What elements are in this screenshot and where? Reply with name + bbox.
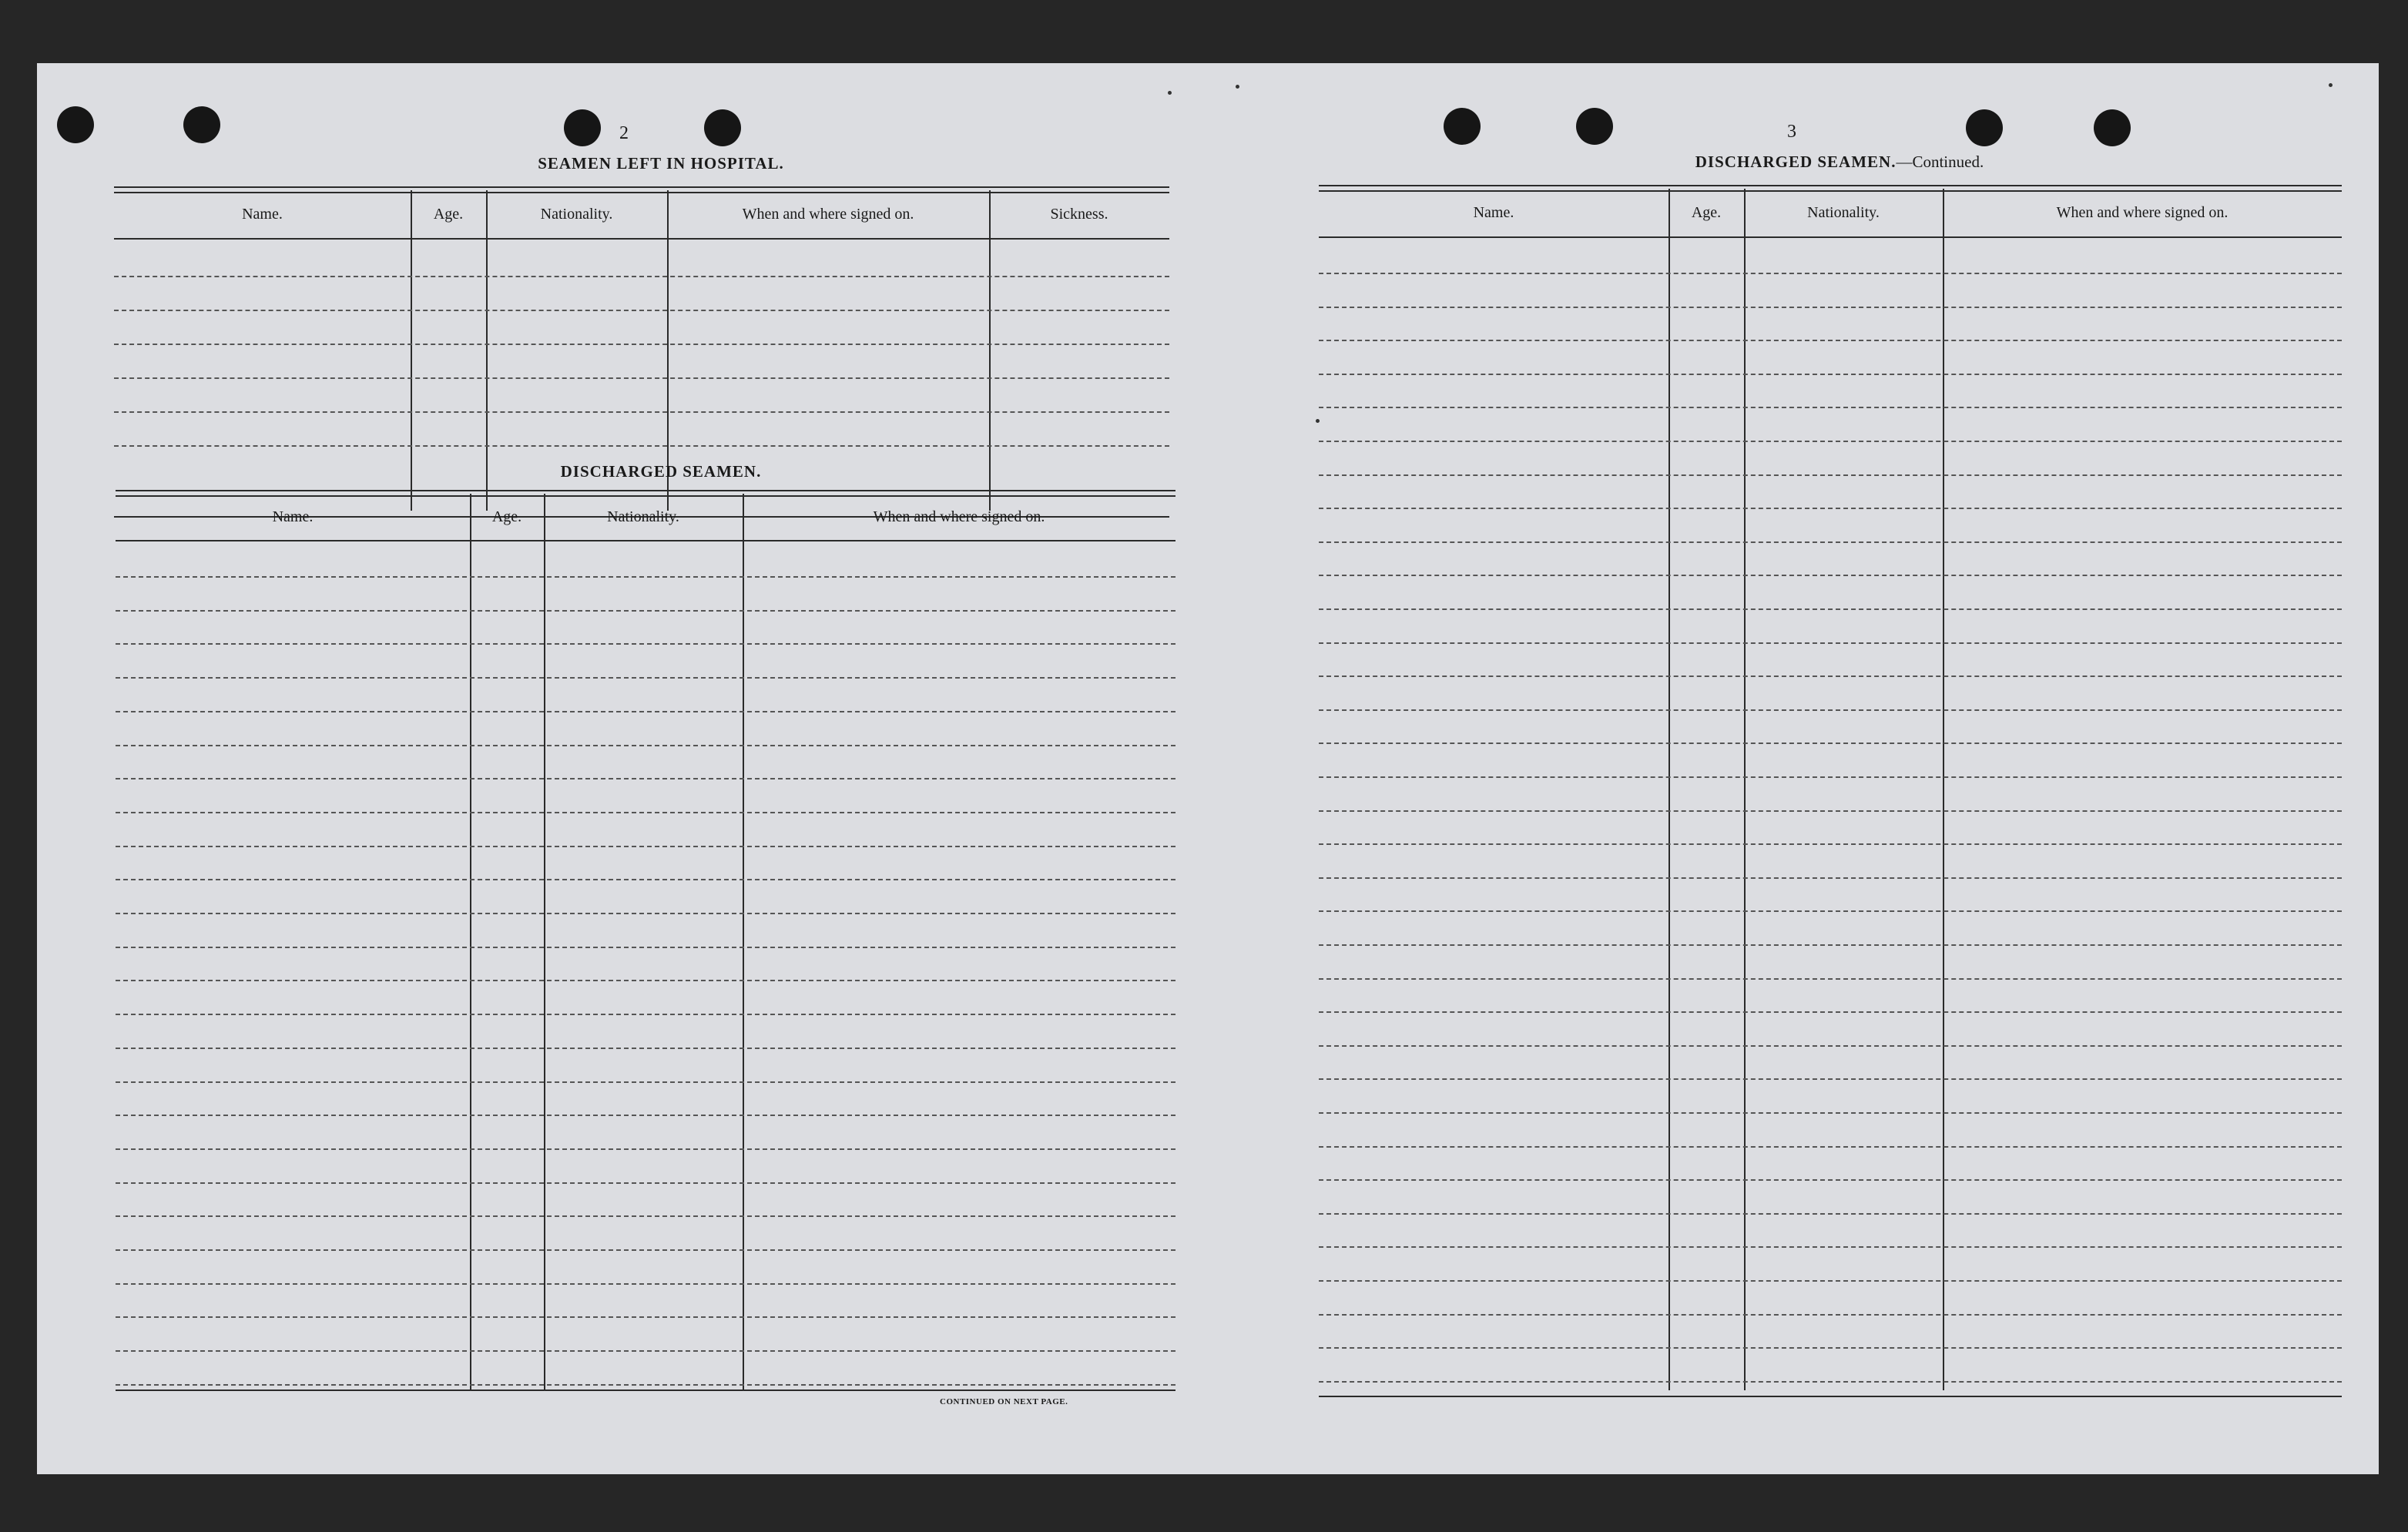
discharged-table	[116, 490, 1175, 1391]
column-header-nationality: Nationality.	[607, 508, 679, 525]
ledger-row-line	[1319, 877, 2342, 879]
ledger-row-line	[116, 1316, 1175, 1318]
hospital-section-title: SEAMEN LEFT IN HOSPITAL.	[538, 154, 784, 173]
ledger-row-line	[1319, 1179, 2342, 1181]
ledger-sheet	[37, 63, 2379, 1474]
ledger-row-line	[116, 980, 1175, 981]
punch-hole	[1576, 108, 1613, 145]
column-header-signed-on: When and where signed on.	[2056, 203, 2229, 221]
paper-speck	[1316, 419, 1320, 423]
left-page	[37, 63, 1208, 1474]
ledger-row-line	[116, 1148, 1175, 1150]
table-header	[116, 494, 1175, 541]
ledger-row-line	[116, 1115, 1175, 1116]
ledger-row-line	[114, 377, 1169, 379]
ledger-row-line	[1319, 1011, 2342, 1013]
ledger-row-line	[116, 1081, 1175, 1083]
ledger-row-line	[1319, 474, 2342, 476]
ledger-row-line	[116, 745, 1175, 746]
ledger-row-line	[1319, 1045, 2342, 1047]
ledger-row-line	[1319, 1246, 2342, 1248]
ledger-row-line	[116, 1384, 1175, 1386]
ledger-row-line	[1319, 1213, 2342, 1215]
ledger-row-line	[114, 411, 1169, 413]
ledger-row-line	[1319, 776, 2342, 778]
column-header-age: Age.	[491, 508, 522, 525]
ledger-row-line	[1319, 608, 2342, 610]
ledger-row-line	[114, 276, 1169, 277]
ledger-row-line	[116, 576, 1175, 578]
column-header-age: Age.	[1691, 203, 1722, 221]
right-page	[1208, 63, 2379, 1474]
ledger-row-line	[116, 1182, 1175, 1184]
column-header-name: Name.	[1473, 203, 1514, 221]
ledger-row-line	[116, 947, 1175, 948]
ledger-row-line	[1319, 508, 2342, 509]
ledger-row-line	[1319, 709, 2342, 711]
column-divider	[989, 190, 991, 511]
column-header-sickness: Sickness.	[1050, 205, 1108, 223]
punch-hole	[704, 109, 741, 146]
ledger-row-line	[116, 643, 1175, 645]
ledger-row-line	[1319, 441, 2342, 442]
ledger-row-line	[116, 913, 1175, 914]
ledger-row-line	[116, 677, 1175, 679]
paper-speck	[1168, 91, 1172, 95]
title-main: DISCHARGED SEAMEN.	[1695, 153, 1897, 171]
ledger-row-line	[116, 812, 1175, 813]
page-number: 3	[1787, 122, 1796, 142]
column-divider	[544, 494, 545, 1390]
discharged-section-title: DISCHARGED SEAMEN.	[560, 462, 762, 481]
ledger-row-line	[116, 1048, 1175, 1049]
ledger-row-line	[1319, 810, 2342, 812]
ledger-row-line	[114, 344, 1169, 345]
ledger-row-line	[116, 1249, 1175, 1251]
punch-hole	[1966, 109, 2003, 146]
column-header-age: Age.	[433, 205, 464, 223]
ledger-row-line	[1319, 1381, 2342, 1383]
punch-hole	[1444, 108, 1481, 145]
ledger-row-line	[1319, 1280, 2342, 1282]
ledger-row-line	[1319, 1078, 2342, 1080]
column-header-name: Name.	[242, 205, 283, 223]
paper-speck	[1236, 85, 1239, 89]
column-header-nationality: Nationality.	[540, 205, 613, 223]
column-divider	[470, 494, 471, 1390]
column-header-signed-on: When and where signed on.	[742, 205, 914, 223]
ledger-row-line	[116, 610, 1175, 612]
table-bottom-rule	[116, 1390, 1175, 1391]
ledger-row-line	[116, 1283, 1175, 1285]
continued-note: CONTINUED ON NEXT PAGE.	[940, 1397, 1068, 1406]
column-divider	[411, 190, 412, 511]
ledger-row-line	[1319, 910, 2342, 912]
table-bottom-rule	[1319, 1396, 2342, 1397]
ledger-row-line	[1319, 1112, 2342, 1114]
ledger-row-line	[1319, 575, 2342, 576]
page-number: 2	[619, 123, 629, 143]
column-header-signed-on: When and where signed on.	[873, 508, 1045, 525]
ledger-row-line	[1319, 642, 2342, 644]
ledger-row-line	[114, 310, 1169, 311]
punch-hole	[57, 106, 94, 143]
ledger-row-line	[1319, 273, 2342, 274]
column-header-nationality: Nationality.	[1807, 203, 1880, 221]
table-header	[1319, 189, 2342, 238]
column-divider	[1668, 189, 1670, 1390]
column-divider	[1943, 189, 1944, 1390]
ledger-row-line	[1319, 1146, 2342, 1148]
ledger-row-line	[116, 711, 1175, 712]
ledger-row-line	[116, 1014, 1175, 1015]
ledger-row-line	[1319, 541, 2342, 543]
ledger-row-line	[1319, 407, 2342, 408]
discharged-continued-title	[1608, 153, 2071, 172]
ledger-row-line	[116, 1215, 1175, 1217]
ledger-row-line	[1319, 1347, 2342, 1349]
ledger-row-line	[116, 846, 1175, 847]
ledger-row-line	[1319, 978, 2342, 980]
column-header-name: Name.	[272, 508, 314, 525]
ledger-row-line	[1319, 340, 2342, 341]
column-divider	[743, 494, 744, 1390]
ledger-row-line	[1319, 675, 2342, 677]
punch-hole	[183, 106, 220, 143]
title-continued: —Continued.	[1896, 153, 1984, 171]
paper-speck	[2329, 83, 2333, 87]
ledger-row-line	[116, 1350, 1175, 1352]
column-divider	[1744, 189, 1746, 1390]
ledger-row-line	[1319, 1314, 2342, 1316]
ledger-row-line	[116, 879, 1175, 880]
ledger-row-line	[1319, 374, 2342, 375]
ledger-row-line	[1319, 944, 2342, 946]
table-header	[114, 190, 1169, 240]
discharged-continued-table	[1319, 185, 2342, 1397]
ledger-row-line	[114, 445, 1169, 447]
punch-hole	[2094, 109, 2131, 146]
ledger-row-line	[1319, 307, 2342, 308]
ledger-row-line	[1319, 843, 2342, 845]
ledger-row-line	[1319, 743, 2342, 744]
ledger-row-line	[116, 778, 1175, 779]
